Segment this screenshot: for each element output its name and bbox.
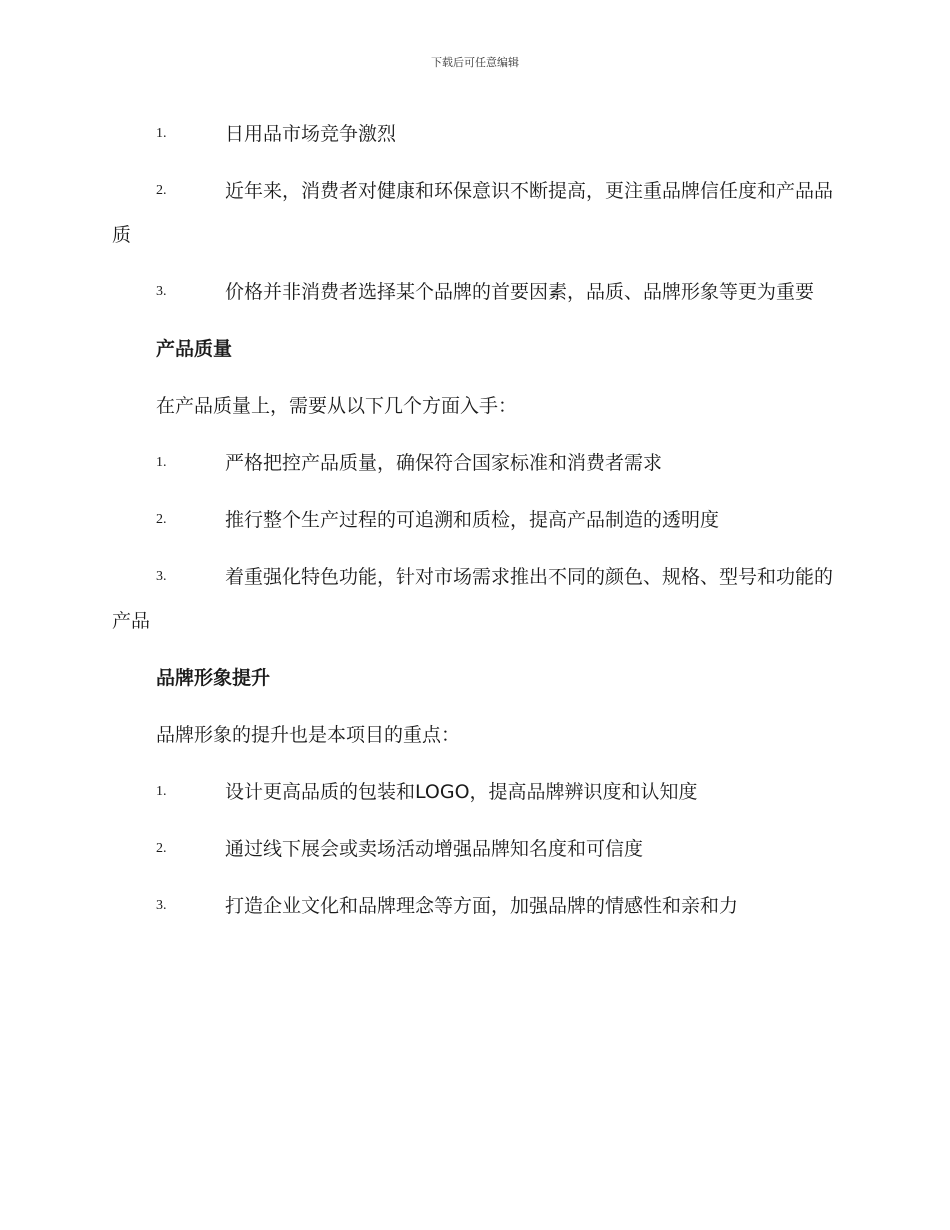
list-item (112, 498, 834, 542)
list-text: 近年来，消费者对健康和环保意识不断提高，更注重品牌信任度和产品品质 (112, 180, 834, 246)
list-item (112, 827, 834, 871)
list-text: 严格把控产品质量，确保符合国家标准和消费者需求 (225, 452, 663, 474)
list-number: 3. (156, 284, 167, 299)
page-header: 下载后可任意编辑 (431, 56, 519, 69)
list-number: 2. (156, 841, 167, 856)
list-item (112, 555, 834, 643)
list-text: 推行整个生产过程的可追溯和质检，提高产品制造的透明度 (225, 509, 720, 531)
section-heading-quality: 产品质量 (156, 338, 233, 360)
list-number: 3. (156, 898, 167, 913)
list-text: 通过线下展会或卖场活动增强品牌知名度和可信度 (225, 838, 644, 860)
list-text: 价格并非消费者选择某个品牌的首要因素，品质、品牌形象等更为重要 (225, 281, 815, 303)
section-intro-quality: 在产品质量上，需要从以下几个方面入手： (156, 395, 518, 417)
list-number: 1. (156, 455, 167, 470)
list-number: 1. (156, 126, 167, 141)
list-text: 着重强化特色功能，针对市场需求推出不同的颜色、规格、型号和功能的产品 (112, 566, 834, 632)
section-heading-brand: 品牌形象提升 (156, 667, 271, 689)
list-item (112, 270, 834, 314)
list-number: 2. (156, 183, 167, 198)
list-item (112, 441, 834, 485)
list-text: 日用品市场竞争激烈 (225, 123, 397, 145)
list-number: 3. (156, 569, 167, 584)
list-text: 设计更高品质的包装和LOGO，提高品牌辨识度和认知度 (225, 781, 698, 803)
list-text: 打造企业文化和品牌理念等方面，加强品牌的情感性和亲和力 (225, 895, 739, 917)
list-item (112, 884, 834, 928)
document-body (112, 112, 834, 941)
list-item (112, 169, 834, 257)
list-item (112, 112, 834, 156)
section-intro-brand: 品牌形象的提升也是本项目的重点： (156, 724, 461, 746)
list-number: 2. (156, 512, 167, 527)
list-item (112, 770, 834, 814)
list-number: 1. (156, 784, 167, 799)
